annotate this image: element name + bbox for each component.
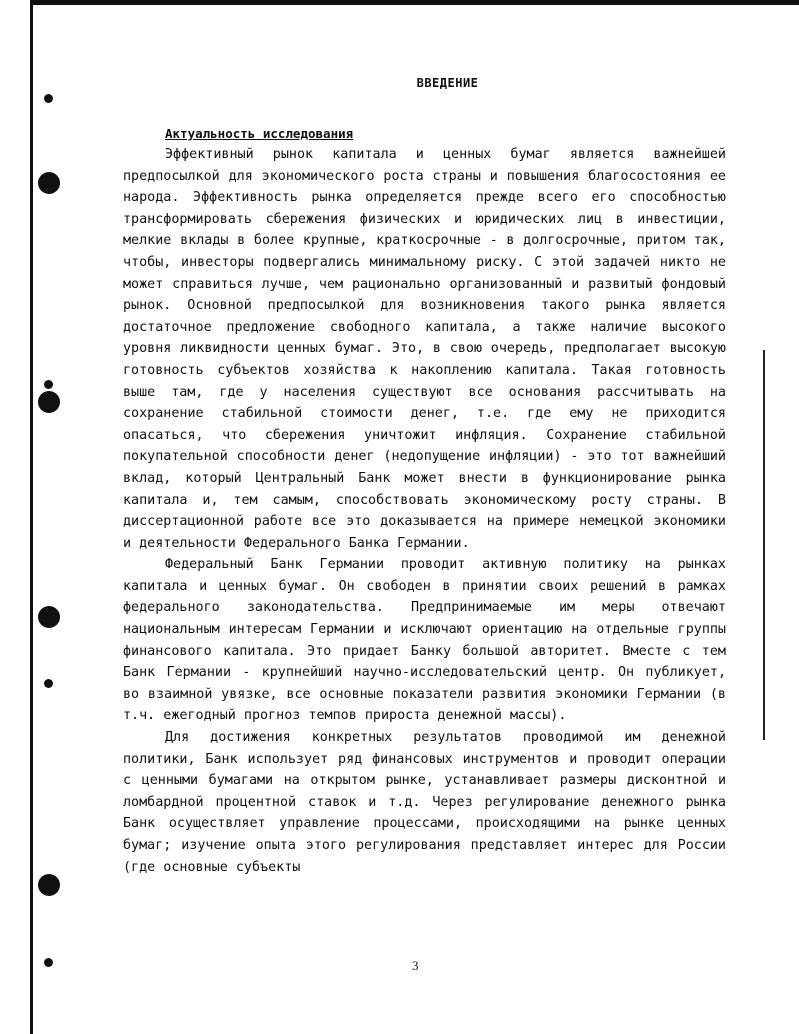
scan-left-edge xyxy=(30,0,33,1034)
page-content xyxy=(123,76,726,878)
paragraph: Федеральный Банк Германии проводит активную политику на рынках капитала и ценных бумаг. Он свободен в принятии своих решений в рамках федерального законодательства. Предпринимаемые им меры отвечают национальным интересам Германии и исключают ориентацию на отдельные группы финансового капитала. Это придает Банку большой авторитет. Вместе с тем Банк Германии - крупнейший научно-исследовательский центр. Он публикует, во взаимной увязке, все основные показатели развития экономики Германии (в т.ч. ежегодный прогноз темпов прироста денежной массы). xyxy=(123,557,726,724)
scan-punch-mark xyxy=(44,380,53,389)
scan-punch-mark xyxy=(44,679,53,688)
paragraph: Для достижения конкретных результатов проводимой им денежной политики, Банк использует ряд финансовых инструментов и проводит операции с ценными бумагами на открытом рынке, устанавливает размеры дисконтной и ломбардной процентной ставок и т.д. Через регулирование денежного рынка Банк осуществляет управление процессами, происходящими на рынке ценных бумаг; изучение опыта этого регулирования представляет интерес для России (где основные субъекты xyxy=(123,730,726,875)
punch-hole xyxy=(38,172,60,194)
section-heading: Актуальность исследования xyxy=(165,126,354,141)
punch-hole xyxy=(38,606,60,628)
page-title: ВВЕДЕНИЕ xyxy=(416,76,479,90)
paragraph: Эффективный рынок капитала и ценных бумаг является важнейшей предпосылкой для экономического роста страны и повышения благосостояния ее народа. Эффективность рынка определяется прежде всего его способностью трансформировать сбережения физических и юридических лиц в инвестиции, мелкие вклады в более крупные, краткосрочные - в долгосрочные, притом так, чтобы, инвесторы подвергались минимальному риску. С этой задачей никто не может справиться лучше, чем рационально организованный и развитый фондовый рынок. Основной предпосылкой для возникновения такого рынка является достаточное предложение свободного капитала, а также наличие высокого уровня ликвидности ценных бумаг. Это, в свою очередь, предполагает высокую готовность субъектов хозяйства к накоплению капитала. Такая готовность выше там, где у населения существуют все основания рассчитывать на сохранение стабильной стоимости денег, т.е. где ему не приходится опасаться, что сбережения уничтожит инфляция. Сохранение стабильной покупательной способности денег (недопущение инфляции) - это тот важнейший вклад, который Центральный Банк может внести в функционирование рынка капитала и, тем самым, способствовать экономическому росту страны. В диссертационной работе все это доказывается на примере немецкой экономики и деятельности Федерального Банка Германии. xyxy=(123,147,726,551)
scan-top-edge xyxy=(30,0,799,5)
punch-hole xyxy=(38,391,60,413)
page-number: 3 xyxy=(412,958,419,973)
scan-punch-mark xyxy=(44,958,53,967)
punch-hole xyxy=(38,874,60,896)
scan-punch-mark xyxy=(44,94,53,103)
scan-right-mark xyxy=(763,350,765,740)
